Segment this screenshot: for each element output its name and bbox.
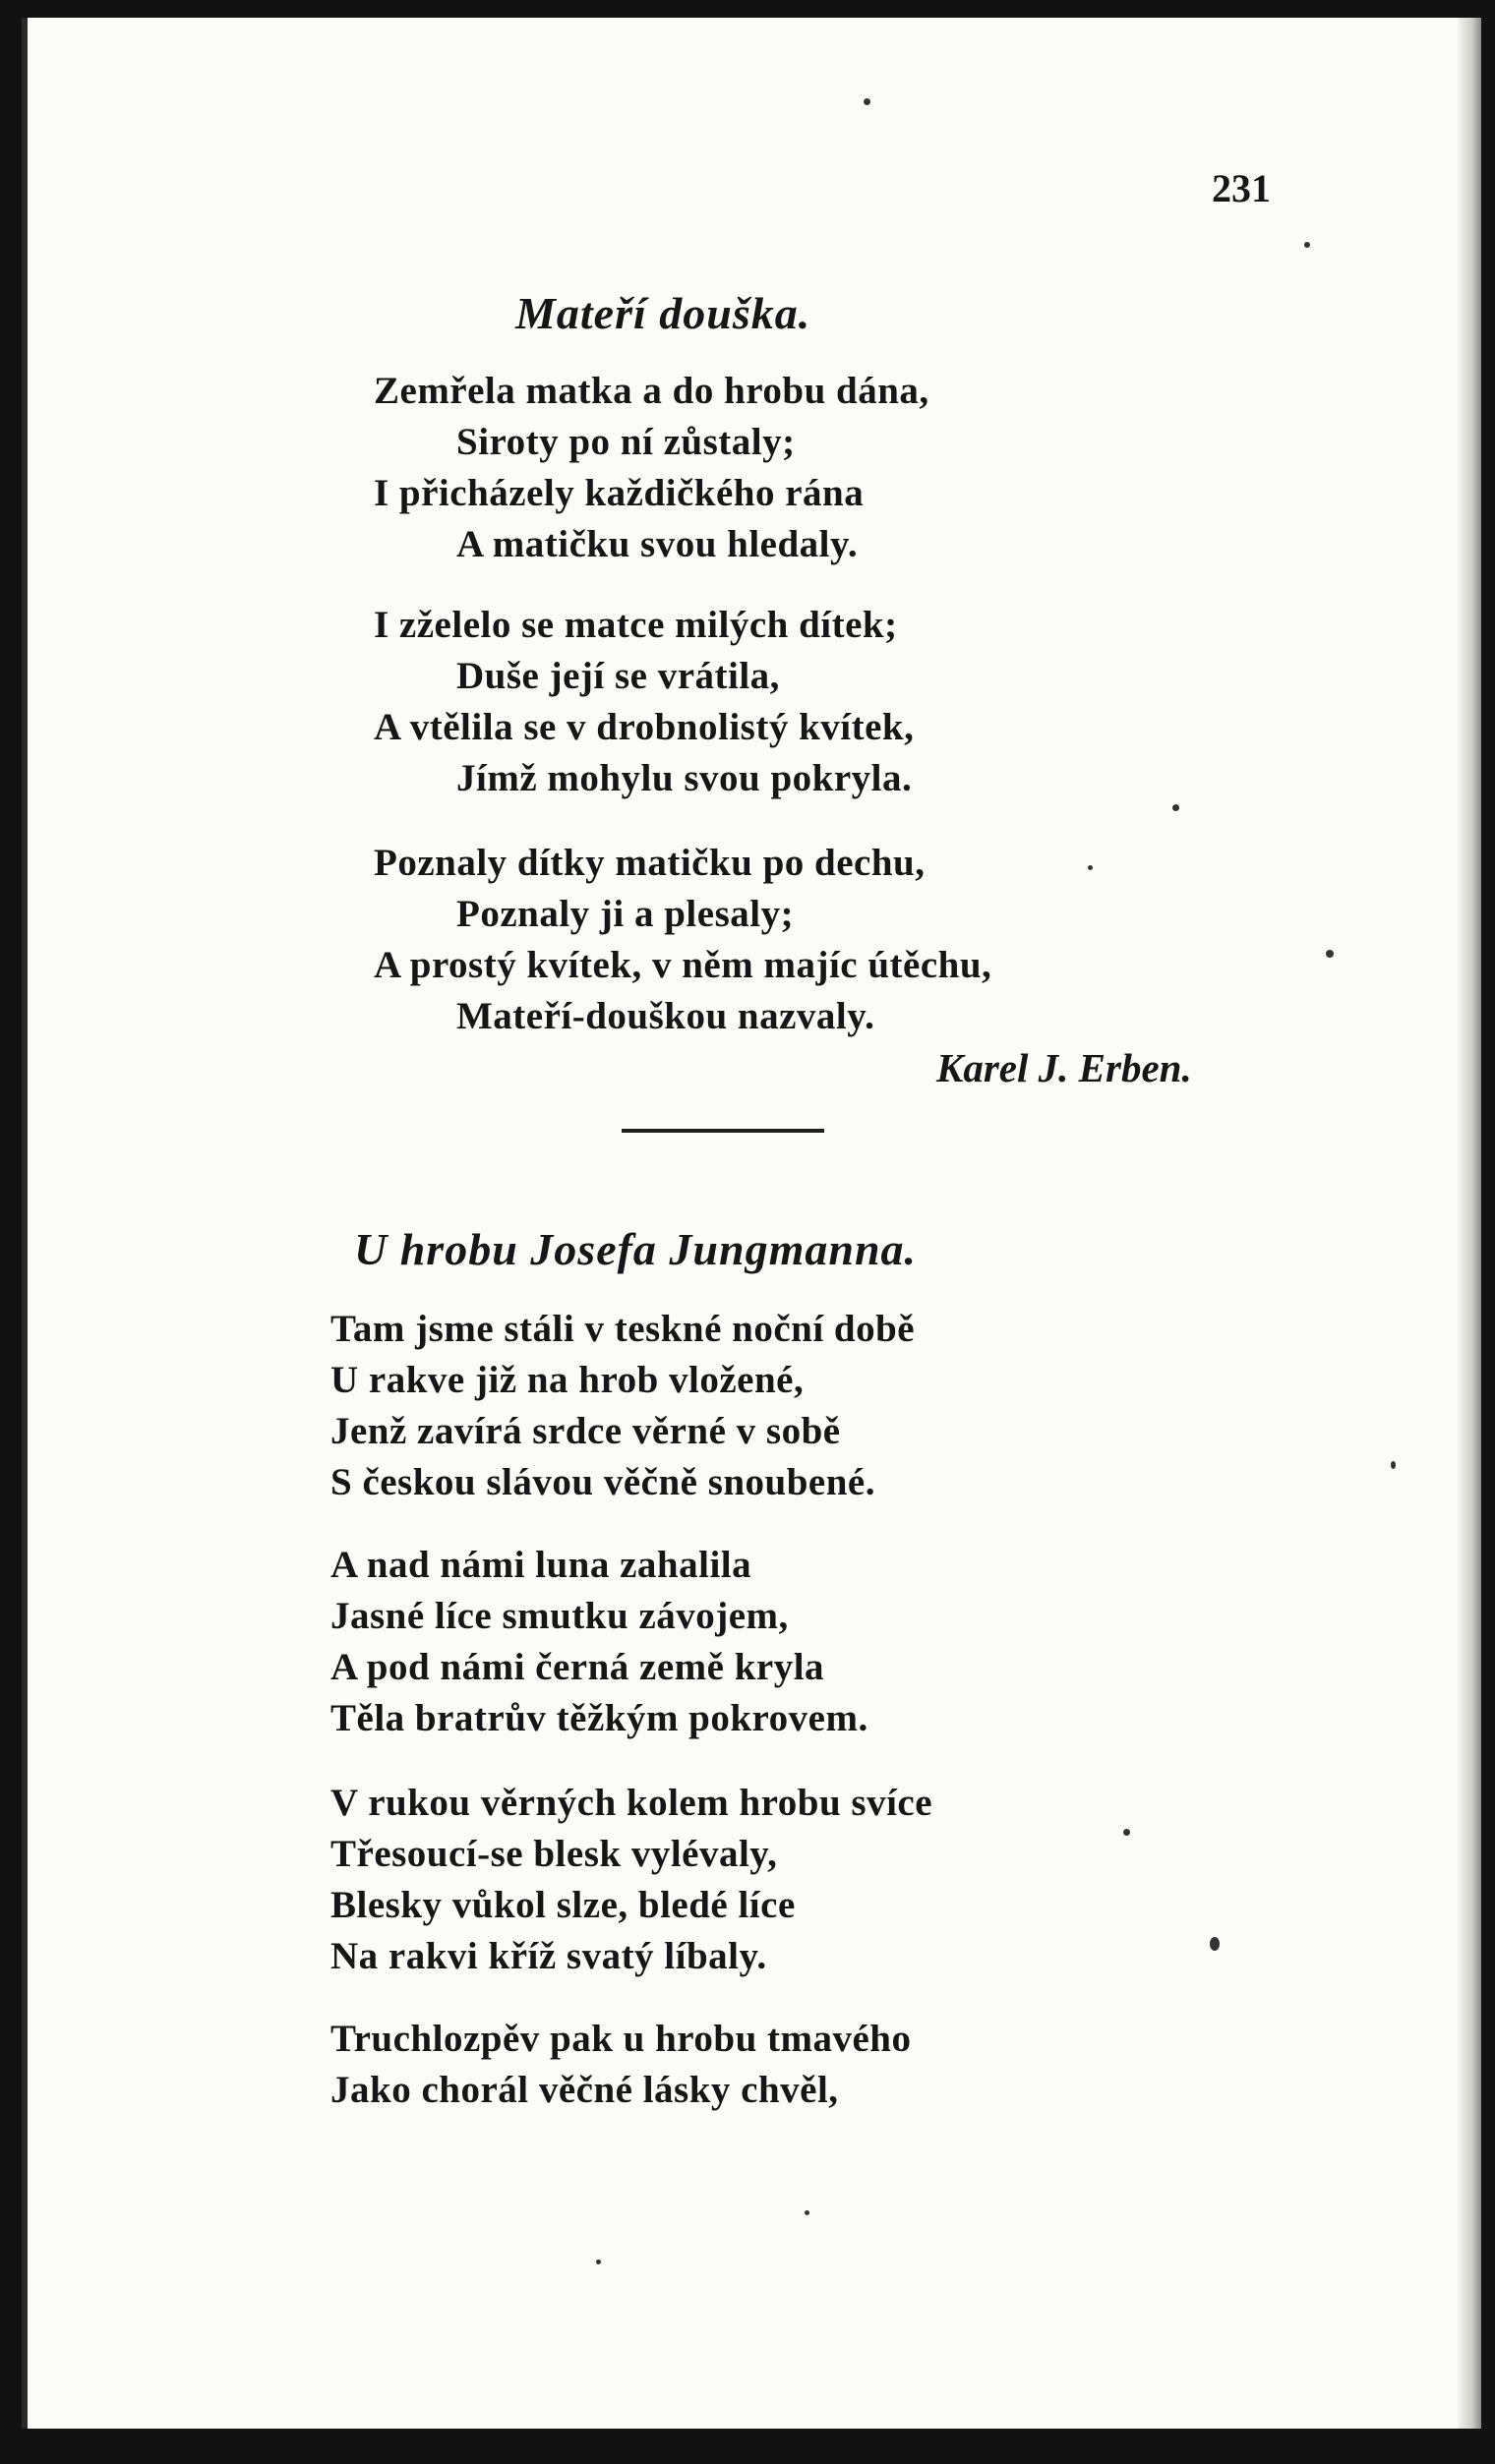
poem-2-stanza-2 <box>330 1540 868 1744</box>
verse-line: S českou slávou věčně snoubené. <box>330 1461 875 1503</box>
verse-line: A nad námi luna zahalila <box>330 1544 752 1586</box>
verse-line: Jasné líce smutku závojem, <box>330 1595 789 1637</box>
scan-speck <box>1123 1829 1130 1836</box>
page-number: 231 <box>1212 166 1271 210</box>
scan-speck <box>864 98 870 105</box>
poem-1-stanza-1 <box>374 366 929 570</box>
verse-line: Jímž mohylu svou pokryla. <box>456 757 913 799</box>
verse-line: Mateří-douškou nazvaly. <box>456 995 875 1037</box>
verse-line: Tam jsme stáli v teskné noční době <box>330 1308 916 1350</box>
verse-line: Třesoucí-se blesk vylévaly, <box>330 1833 778 1875</box>
poem-1-author: Karel J. Erben. <box>936 1045 1192 1090</box>
poem-1-stanza-2 <box>374 600 914 804</box>
verse-line: A matičku svou hledaly. <box>456 523 859 565</box>
poem-1-title: Mateří douška. <box>515 288 811 338</box>
verse-line: I přicházely každičkého rána <box>374 472 865 514</box>
poem-2-stanza-1 <box>330 1304 915 1508</box>
verse-line: I zželelo se matce milých dítek; <box>374 604 898 646</box>
poem-2-title: U hrobu Josefa Jungmanna. <box>354 1224 918 1274</box>
verse-line: Truchlozpěv pak u hrobu tmavého <box>330 2018 912 2060</box>
verse-line: Jako chorál věčné lásky chvěl, <box>330 2069 839 2111</box>
poem-2-stanza-4 <box>330 2014 911 2116</box>
verse-line: V rukou věrných kolem hrobu svíce <box>330 1782 933 1824</box>
scan-speck <box>1088 865 1093 870</box>
scan-speck <box>1391 1461 1396 1469</box>
poem-2-stanza-3 <box>330 1778 932 1982</box>
verse-line: A vtělila se v drobnolistý kvítek, <box>374 706 915 748</box>
section-divider <box>622 1129 824 1133</box>
scan-speck <box>1304 242 1310 248</box>
verse-line: Těla bratrův těžkým pokrovem. <box>330 1697 868 1739</box>
verse-line: Siroty po ní zůstaly; <box>456 421 796 463</box>
verse-line: Jenž zavírá srdce věrné v sobě <box>330 1410 841 1452</box>
verse-line: A prostý kvítek, v něm majíc útěchu, <box>374 944 992 986</box>
verse-line: Duše její se vrátila, <box>456 655 780 697</box>
verse-line: Poznaly dítky matičku po dechu, <box>374 842 926 884</box>
verse-line: Na rakvi kříž svatý líbaly. <box>330 1935 767 1977</box>
scan-speck <box>1172 804 1179 811</box>
verse-line: U rakve již na hrob vložené, <box>330 1359 805 1401</box>
scan-speck <box>1326 950 1334 958</box>
scan-speck <box>805 2210 809 2215</box>
scan-speck <box>1210 1937 1220 1951</box>
poem-1-stanza-3 <box>374 838 991 1042</box>
page-edge <box>1458 18 1481 2429</box>
scan-speck <box>596 2259 601 2264</box>
verse-line: A pod námi černá země kryla <box>330 1646 825 1688</box>
verse-line: Zemřela matka a do hrobu dána, <box>374 370 929 412</box>
verse-line: Poznaly ji a plesaly; <box>456 893 795 935</box>
verse-line: Blesky vůkol slze, bledé líce <box>330 1884 796 1926</box>
